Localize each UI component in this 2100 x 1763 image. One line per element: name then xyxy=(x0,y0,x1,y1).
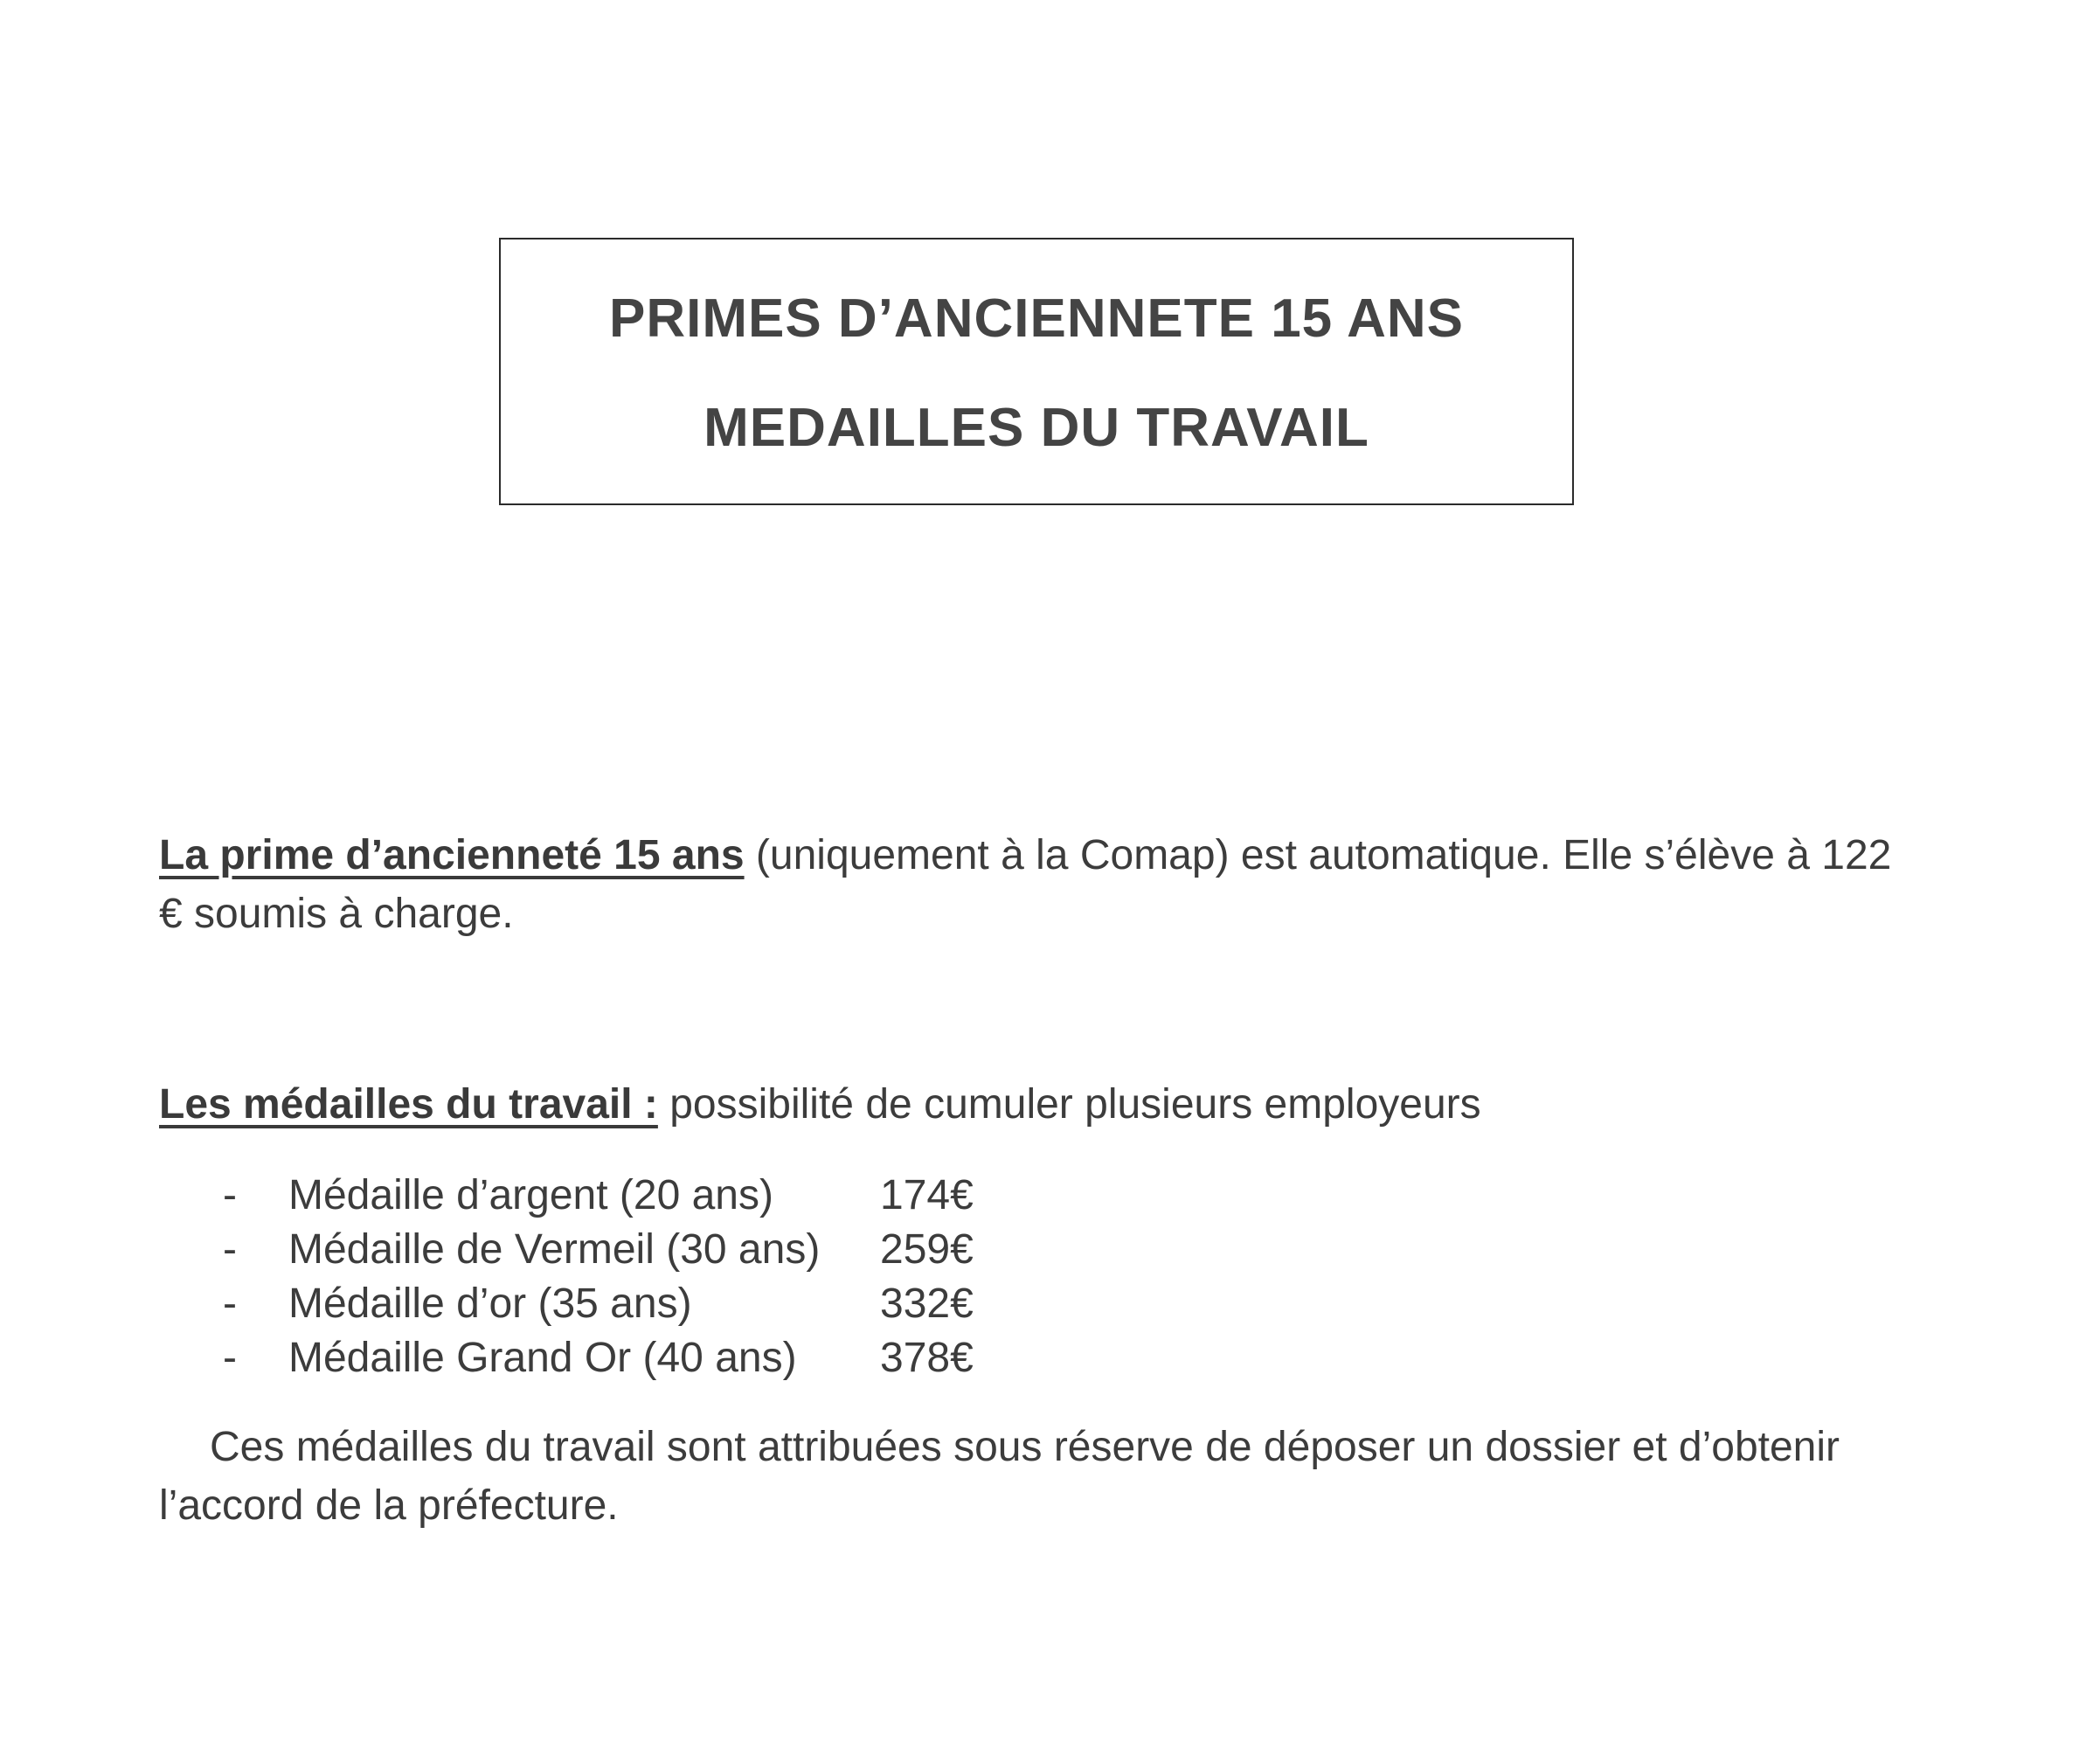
prime-text: (uniquement à la Comap) est automatique. Elle s’élève à 122 € soumis à charge. xyxy=(159,832,1892,937)
medailles-heading: Les médailles du travail : xyxy=(159,1081,658,1128)
list-bullet: - xyxy=(223,1226,237,1273)
medal-name: Médaille Grand Or (40 ans) xyxy=(288,1335,797,1381)
medailles-intro-text: possibilité de cumuler plusieurs employeurs xyxy=(657,1081,1481,1128)
prime-paragraph xyxy=(159,826,1916,943)
prime-heading: La prime d’ancienneté 15 ans xyxy=(159,832,745,878)
list-bullet: - xyxy=(223,1281,237,1327)
title-line-2: MEDAILLES DU TRAVAIL xyxy=(703,398,1369,458)
medal-amount: 174€ xyxy=(880,1172,974,1218)
title-line-1: PRIMES D’ANCIENNETE 15 ANS xyxy=(609,288,1464,349)
medal-name: Médaille d’or (35 ans) xyxy=(288,1281,692,1327)
medailles-note: Ces médailles du travail sont attribuées sous réserve de déposer un dossier et d’obtenir l’accord de la préfecture. xyxy=(159,1424,1840,1529)
list-bullet: - xyxy=(223,1172,237,1218)
medal-amount: 378€ xyxy=(880,1335,974,1381)
title-box xyxy=(499,238,1574,505)
list-bullet: - xyxy=(223,1335,237,1381)
medal-amount: 332€ xyxy=(880,1281,974,1327)
medailles-paragraph xyxy=(159,1075,1819,1134)
medal-amount: 259€ xyxy=(880,1226,974,1273)
medal-name: Médaille de Vermeil (30 ans) xyxy=(288,1226,821,1273)
medal-name: Médaille d’argent (20 ans) xyxy=(288,1172,773,1218)
